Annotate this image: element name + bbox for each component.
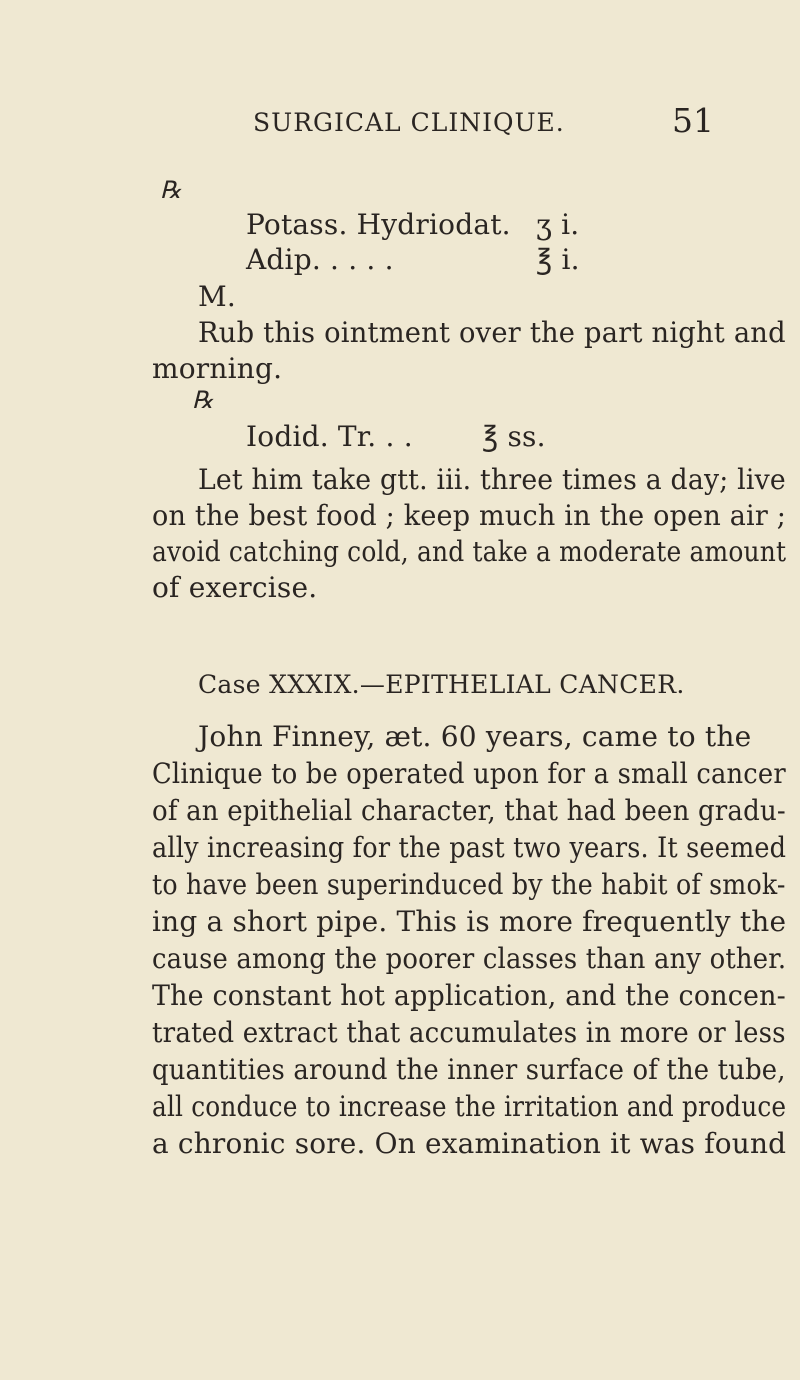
misce-mark: M.	[198, 280, 236, 313]
text-line: morning.	[152, 352, 283, 385]
text-line: a chronic sore. On examination it was found	[152, 1127, 787, 1160]
page-number: 51	[672, 101, 714, 140]
text-line: ing a short pipe. This is more frequently the	[152, 905, 787, 938]
ingredient-name: Adip. . . . .	[246, 243, 394, 276]
text-line: avoid catching cold, and take a moderate amount	[152, 535, 787, 568]
case-heading: Case XXXIX.—EPITHELIAL CANCER.	[198, 670, 685, 699]
rx-symbol: ℞	[160, 176, 182, 204]
text-line: Clinique to be operated upon for a small cancer	[152, 757, 786, 790]
text-line: on the best food ; keep much in the open air ;	[152, 499, 787, 532]
text-line: trated extract that accumulates in more or less	[152, 1016, 786, 1049]
ingredient-amount: ℥ ss.	[482, 420, 546, 453]
text-line: Rub this ointment over the part night and	[198, 316, 786, 349]
text-line: Let him take gtt. iii. three times a day; live	[198, 463, 786, 496]
text-line: ally increasing for the past two years. It seemed	[152, 831, 787, 864]
text-line: cause among the poorer classes than any other.	[152, 942, 787, 975]
rx-symbol: ℞	[192, 386, 214, 414]
ingredient-amount: ʒ i.	[536, 208, 580, 241]
ingredient-name: Potass. Hydriodat.	[246, 208, 511, 241]
text-line: all conduce to increase the irritation and produce	[152, 1090, 787, 1123]
ingredient-name: Iodid. Tr. . .	[246, 420, 413, 453]
text-line: to have been superinduced by the habit of smok-	[152, 868, 786, 901]
ingredient-amount: ℥ i.	[536, 243, 580, 276]
text-line: quantities around the inner surface of the tube,	[152, 1053, 786, 1086]
text-line: The constant hot application, and the concen-	[152, 979, 786, 1012]
running-header: SURGICAL CLINIQUE.	[253, 108, 565, 137]
text-line: John Finney, æt. 60 years, came to the	[198, 720, 752, 753]
text-line: of exercise.	[152, 571, 318, 604]
text-line: of an epithelial character, that had been gradu-	[152, 794, 786, 827]
